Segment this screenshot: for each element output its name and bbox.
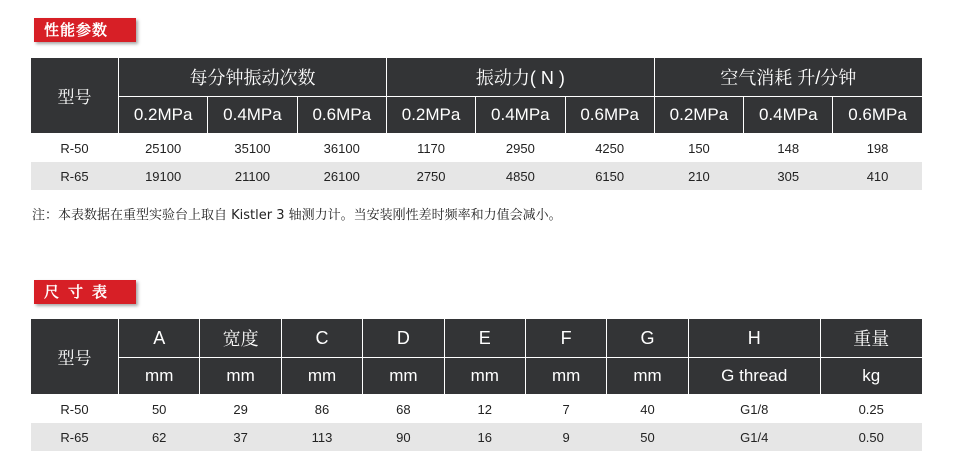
table-row xyxy=(31,134,923,163)
table-cell: 90 xyxy=(363,423,444,451)
table-cell: 29 xyxy=(233,401,248,417)
unit-header: kg xyxy=(820,358,922,395)
model-cell: R-50 xyxy=(60,401,89,417)
unit-header: mm xyxy=(444,358,525,395)
unit-header: mm xyxy=(119,358,200,395)
table-cell: 2750 xyxy=(386,162,475,190)
section-tag-dimensions: 尺寸表 xyxy=(34,280,136,304)
dim-header: G xyxy=(607,319,688,358)
unit-header: G thread xyxy=(688,358,820,395)
table-cell: 19100 xyxy=(119,162,208,190)
pressure-header: 0.6MPa xyxy=(297,97,386,134)
table-cell: 12 xyxy=(477,401,492,417)
table-cell: 21100 xyxy=(208,162,297,190)
dim-header: D xyxy=(363,319,444,358)
table-cell: 0.50 xyxy=(820,423,922,451)
table-row xyxy=(31,395,923,424)
dim-header: H xyxy=(688,319,820,358)
model-cell: R-50 xyxy=(60,140,89,156)
dim-header: 宽度 xyxy=(200,319,281,358)
table-cell: 35100 xyxy=(234,140,271,156)
section-tag-performance: 性能参数 xyxy=(34,18,136,42)
dimensions-table xyxy=(30,318,923,451)
table-cell: 36100 xyxy=(323,140,360,156)
unit-header: mm xyxy=(200,358,281,395)
model-cell: R-65 xyxy=(31,162,119,190)
pressure-header: 0.2MPa xyxy=(654,97,743,134)
table-cell: 62 xyxy=(119,423,200,451)
dim-header: E xyxy=(444,319,525,358)
table-cell: 0.25 xyxy=(858,401,884,417)
model-header: 型号 xyxy=(31,58,119,134)
performance-table xyxy=(30,57,923,190)
table-cell: 210 xyxy=(654,162,743,190)
pressure-header: 0.6MPa xyxy=(833,97,922,134)
unit-header: mm xyxy=(607,358,688,395)
table-cell: 50 xyxy=(151,401,167,417)
table-cell: 25100 xyxy=(145,140,182,156)
dim-header: C xyxy=(281,319,362,358)
table-cell: 113 xyxy=(281,423,362,451)
table-row xyxy=(31,423,923,451)
table-cell: 16 xyxy=(444,423,525,451)
table-cell: 1170 xyxy=(417,140,446,156)
group-header-air: 空气消耗 升/分钟 xyxy=(654,58,922,97)
group-header-frequency: 每分钟振动次数 xyxy=(119,58,387,97)
pressure-header: 0.6MPa xyxy=(565,97,654,134)
table-row xyxy=(31,162,923,190)
model-cell: R-65 xyxy=(31,423,119,451)
table-cell: 198 xyxy=(866,140,889,156)
table-cell: 40 xyxy=(640,401,655,417)
table-cell: 4250 xyxy=(595,140,625,156)
unit-header: mm xyxy=(281,358,362,395)
table-note: 注：本表数据在重型实验台上取自 Kistler 3 轴测力计。当安装刚性差时频率和力值会减小。 xyxy=(32,208,562,223)
pressure-header: 0.4MPa xyxy=(208,97,297,134)
table-cell: 50 xyxy=(607,423,688,451)
table-cell: 2950 xyxy=(505,140,535,156)
group-header-force: 振动力( N ) xyxy=(386,58,654,97)
pressure-header: 0.2MPa xyxy=(386,97,475,134)
table-cell: 37 xyxy=(200,423,281,451)
table-cell: 68 xyxy=(396,401,411,417)
table-cell: 26100 xyxy=(297,162,386,190)
table-cell: 148 xyxy=(777,140,800,156)
table-cell: 9 xyxy=(525,423,606,451)
dim-header: A xyxy=(119,319,200,358)
table-cell: 86 xyxy=(314,401,330,417)
pressure-header: 0.4MPa xyxy=(476,97,565,134)
pressure-header: 0.4MPa xyxy=(744,97,833,134)
pressure-header: 0.2MPa xyxy=(119,97,208,134)
dim-header: 重量 xyxy=(820,319,922,358)
unit-header: mm xyxy=(525,358,606,395)
table-cell: 410 xyxy=(833,162,922,190)
unit-header: mm xyxy=(363,358,444,395)
table-cell: 6150 xyxy=(565,162,654,190)
table-cell: 150 xyxy=(688,140,710,156)
table-cell: 7 xyxy=(562,401,570,417)
table-cell: 4850 xyxy=(476,162,565,190)
model-header: 型号 xyxy=(31,319,119,395)
table-cell: G1/8 xyxy=(740,401,769,417)
dim-header: F xyxy=(525,319,606,358)
table-cell: G1/4 xyxy=(688,423,820,451)
table-cell: 305 xyxy=(744,162,833,190)
